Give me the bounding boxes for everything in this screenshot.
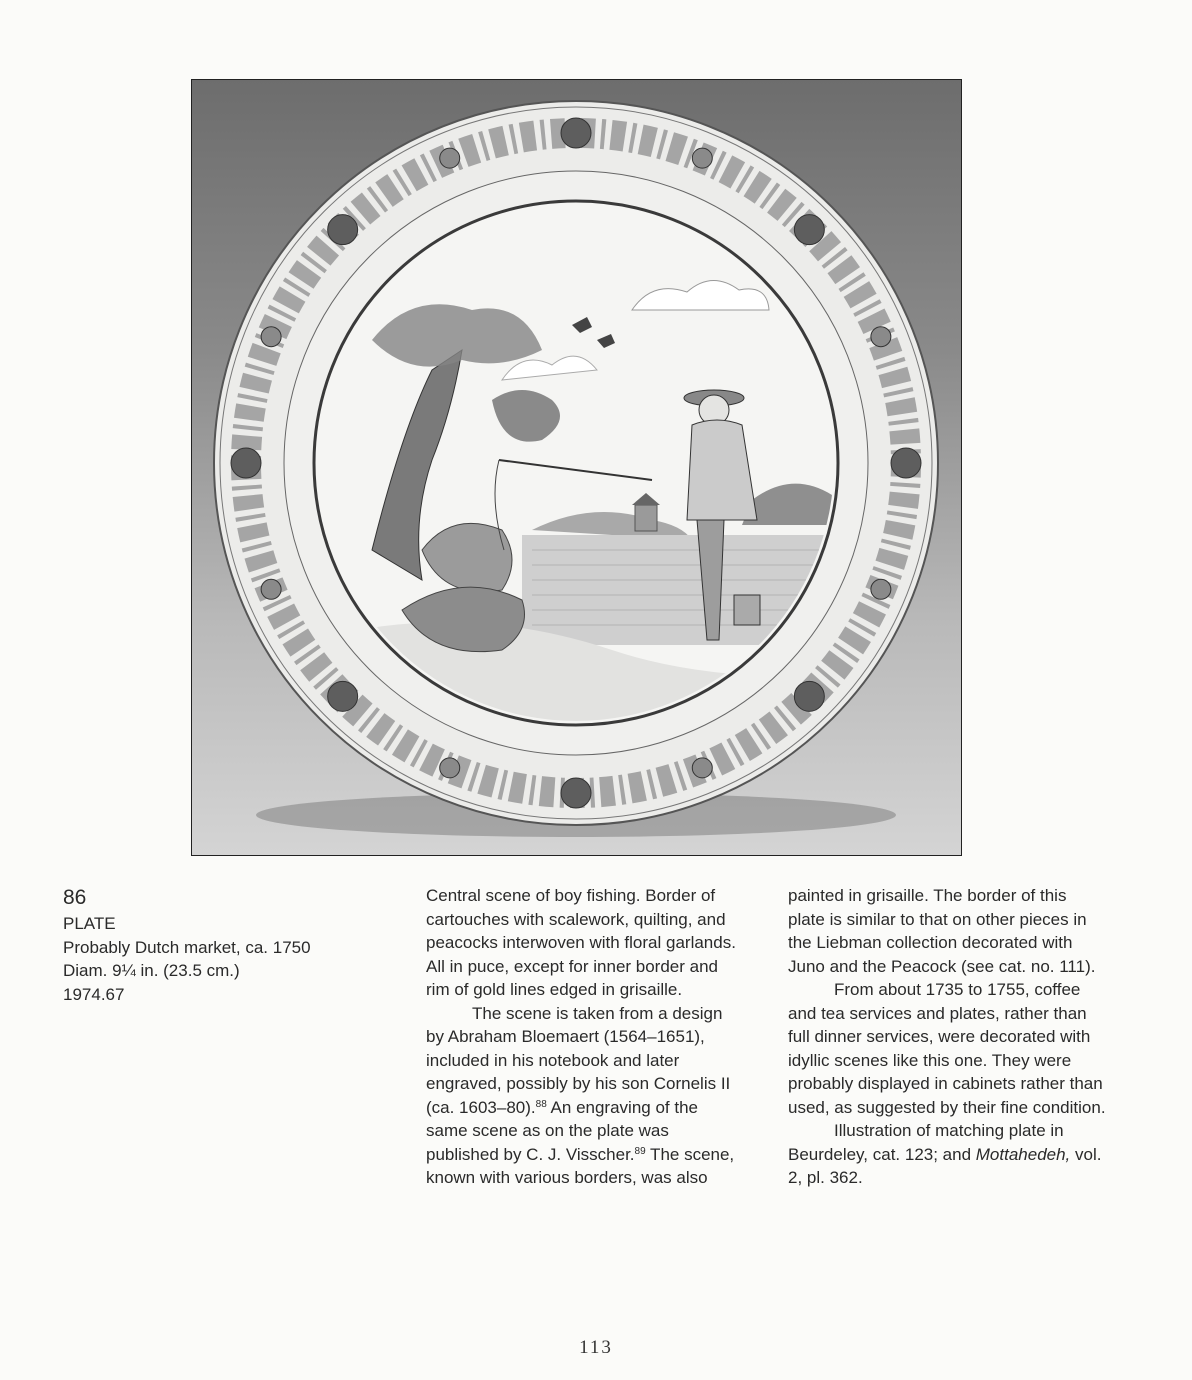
border-cartouche [440, 758, 460, 778]
accession-number: 1974.67 [63, 984, 125, 1004]
border-cartouche [440, 148, 460, 168]
border-cartouche [871, 579, 891, 599]
description-column-1 [426, 884, 736, 1190]
border-cartouche [328, 215, 358, 245]
border-cartouche [328, 681, 358, 711]
catalog-number: 86 [63, 886, 87, 909]
border-cartouche [871, 327, 891, 347]
border-cartouche [794, 681, 824, 711]
paragraph-2-text-c: The scene, known with various borders, was also [426, 1144, 735, 1187]
border-cartouche [231, 448, 261, 478]
dimensions: Diam. 9¼ in. (23.5 cm.) [63, 961, 240, 980]
paragraph-4-text-a: Illustration of matching plate in Beurdeley, cat. 123; and [788, 1121, 1064, 1164]
page-number: 113 [579, 1337, 613, 1358]
description-column-2 [788, 884, 1106, 1190]
bucket [734, 595, 760, 625]
paragraph-2-text-b: An engraving of the same scene as on the plate was published by C. J. Visscher. [426, 1097, 698, 1164]
border-cartouche [561, 118, 591, 148]
market-date: Probably Dutch market, ca. 1750 [63, 937, 311, 957]
border-cartouche [692, 148, 712, 168]
border-cartouche [891, 448, 921, 478]
plate-illustration [192, 80, 960, 854]
border-cartouche [692, 758, 712, 778]
border-cartouche [561, 778, 591, 808]
paragraph-4-italic: Mottahedeh, [975, 1144, 1071, 1164]
paragraph-4-text-b: vol. 2, pl. 362. [788, 1144, 1102, 1187]
distant-house [635, 505, 657, 531]
border-cartouche [261, 579, 281, 599]
plate-photograph [191, 79, 962, 856]
description-paragraph-1: Central scene of boy fishing. Border of cartouches with scalework, quilting, and peacocks interwoven with floral garlands. All in puce, except for inner border and rim of gold lines edged in grisaille. [426, 886, 736, 999]
catalog-caption [63, 884, 363, 1006]
border-cartouche [794, 215, 824, 245]
paragraph-2-text-a: The scene is taken from a design by Abraham Bloemaert (1564–1651), included in his notebook and later engraved, possibly by his son Cornelis II (ca. 1603–80). [426, 1003, 731, 1117]
footnote-ref-89: 89 [634, 1145, 646, 1157]
description-paragraph-3: From about 1735 to 1755, coffee and tea services and plates, rather than full dinner services, were decorated with idyllic scenes like this one. They were probably displayed in cabinets rather than used, as suggested by their fine condition. [788, 980, 1106, 1117]
border-cartouche [261, 327, 281, 347]
description-paragraph-2 [426, 1002, 736, 1190]
object-type: PLATE [63, 914, 116, 933]
description-paragraph-2-continued: painted in grisaille. The border of this plate is similar to that on other pieces in the Liebman collection decorated with Juno and the Peacock (see cat. no. 111). [788, 886, 1096, 976]
footnote-ref-88: 88 [535, 1098, 547, 1110]
description-paragraph-4 [788, 1119, 1106, 1190]
